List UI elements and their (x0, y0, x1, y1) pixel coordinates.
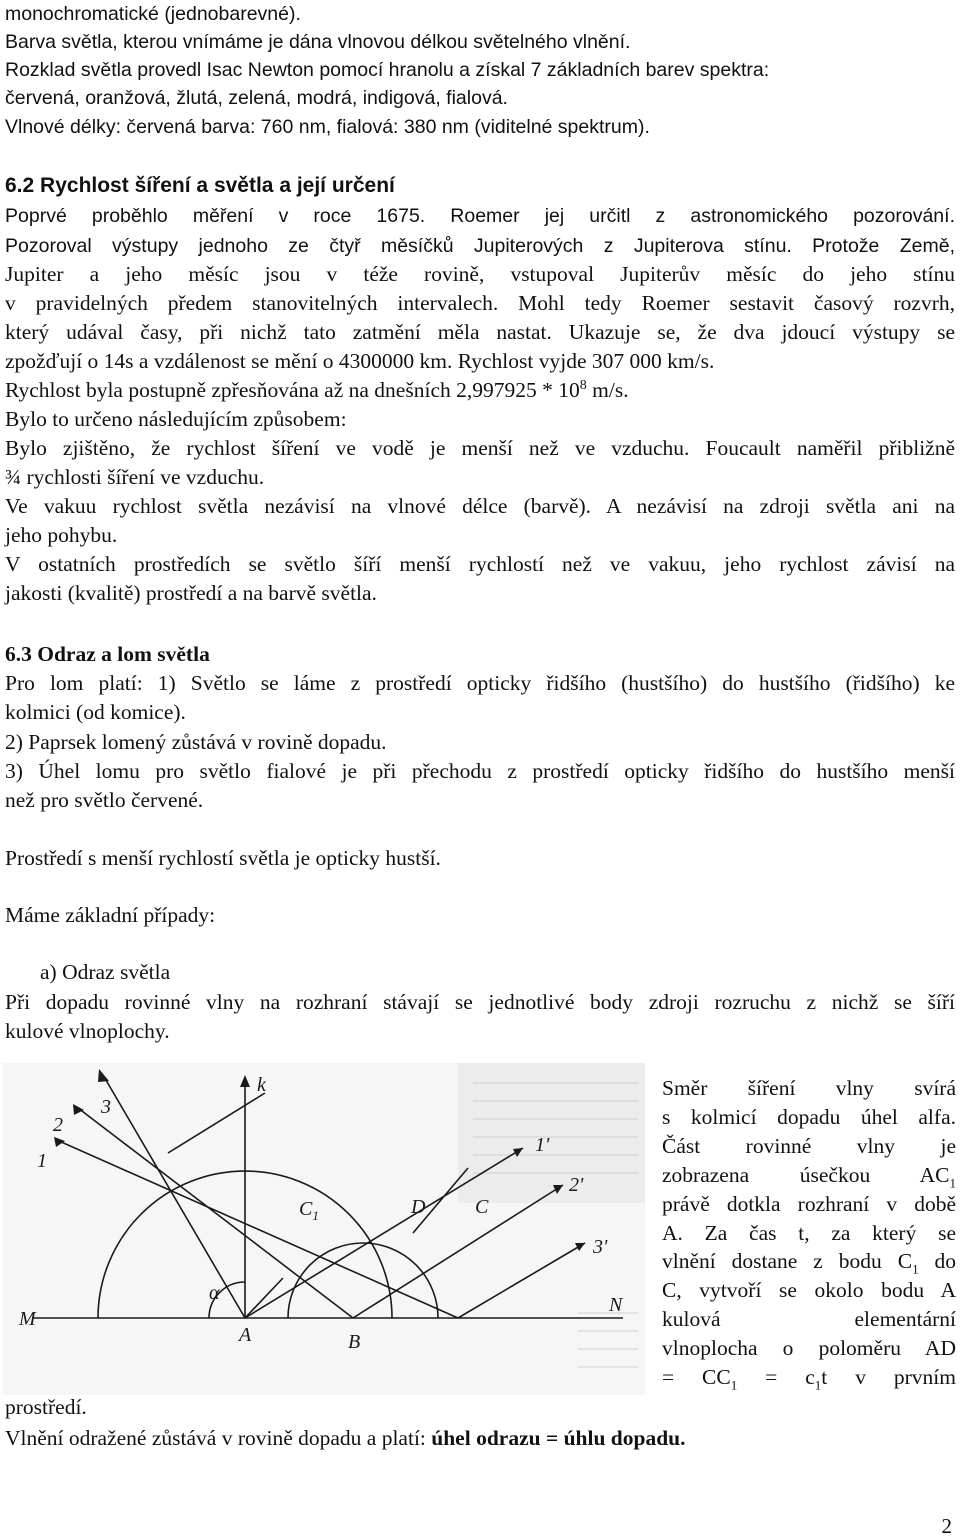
label-2-prime: 2' (569, 1174, 584, 1196)
paragraph-line: než pro světlo červené. (5, 788, 204, 812)
text-line: Rozklad světla provedl Isac Newton pomocí hranolu a získal 7 základních barev spektra: (5, 59, 770, 81)
paragraph-line: Poprvé proběhlo měření v roce 1675. Roemer jej určitl z astronomického pozorování. (5, 205, 955, 227)
side-line: vlnoplocha o poloměru AD (662, 1336, 956, 1361)
label-3: 3 (101, 1096, 111, 1118)
side-line: A. Za čas t, za který se (662, 1220, 956, 1245)
paragraph-line: 3) Úhel lomu pro světlo fialové je při přechodu z prostředí opticky řidšího do hustšího menší (5, 759, 955, 783)
reflection-diagram (3, 1063, 645, 1395)
label-3-prime: 3' (593, 1236, 608, 1258)
page-number: 2 (941, 1514, 952, 1538)
label-c: C (475, 1196, 489, 1218)
paragraph-line: jeho pohybu. (5, 523, 118, 547)
text-line: Barva světla, kterou vnímáme je dána vlnovou délkou světelného vlnění. (5, 31, 631, 53)
section-title: Rychlost šíření a světla a její určení (40, 174, 395, 197)
label-alpha: α (209, 1282, 220, 1304)
paragraph-line: který udával časy, při nichž tato zatmění měla nastat. Ukazuje se, že dva jdoucí výstupy se (5, 320, 955, 344)
text-line: Vlnové délky: červená barva: 760 nm, fialová: 380 nm (viditelné spektrum). (5, 116, 650, 138)
section-heading-6-2 (5, 172, 395, 200)
paragraph-line: Pro lom platí: 1) Světlo se láme z prostředí opticky řidšího (hustšího) do hustšího (řidšího) ke (5, 671, 955, 695)
section-number: 6.2 (5, 174, 35, 197)
paragraph-line: Jupiter a jeho měsíc jsou v téže rovině, vstupoval Jupiterův měsíc do jeho stínu (5, 262, 955, 286)
side-line: kulová elementární (662, 1307, 956, 1332)
paragraph-line: zpožďují o 14s a vzdálenost se mění o 4300000 km. Rychlost vyjde 307 000 km/s. (5, 349, 715, 373)
paragraph-line: Pozoroval výstupy jednoho ze čtyř měsíčků Jupiterových z Jupiterova stínu. Protože Země, (5, 235, 955, 257)
paragraph-line: ¾ rychlosti šíření ve vzduchu. (5, 465, 265, 489)
side-line: = $CC_1 = c_1t$ v prvním (662, 1365, 956, 1393)
paragraph-line: Při dopadu rovinné vlny na rozhraní stávají se jednotlivé body zdroji rozruchu z nichž se šíří (5, 990, 955, 1014)
paragraph-line: Vlnění odražené zůstává v rovině dopadu a platí: úhel odrazu = úhlu dopadu. (5, 1426, 686, 1450)
label-c1: $C_1$ (299, 1198, 319, 1223)
side-line: právě dotkla rozhraní v době (662, 1191, 956, 1216)
paragraph-line: Bylo zjištěno, že rychlost šíření ve vodě je menší než ve vzduchu. Foucault naměřil přibližně (5, 436, 955, 460)
label-m: M (19, 1308, 36, 1330)
side-line: s kolmicí dopadu úhel alfa. (662, 1104, 956, 1129)
side-line: vlnění dostane z bodu $C_1$ do (662, 1249, 956, 1277)
paragraph-line: Bylo to určeno následujícím způsobem: (5, 407, 347, 431)
side-line: Část rovinné vlny je (662, 1133, 956, 1158)
paragraph-line: V ostatních prostředích se světlo šíří menší rychlostí než ve vakuu, jeho rychlost závisí na (5, 552, 955, 576)
list-item: a) Odraz světla (40, 960, 171, 984)
side-paragraph (662, 1074, 956, 1392)
paragraph-line: Ve vakuu rychlost světla nezávisí na vlnové délce (barvě). A nezávisí na zdroji světla ani na (5, 494, 955, 518)
paragraph-line: 2) Paprsek lomený zůstává v rovině dopadu. (5, 730, 387, 754)
side-line: Směr šíření vlny svírá (662, 1076, 956, 1100)
label-2: 2 (53, 1114, 63, 1136)
label-b: B (348, 1331, 361, 1353)
label-1-prime: 1' (535, 1134, 550, 1156)
paragraph-line: kolmici (od komice). (5, 700, 186, 724)
paragraph-line: Prostředí s menší rychlostí světla je opticky hustší. (5, 846, 441, 870)
emphasis-rule: úhel odrazu = úhlu dopadu. (431, 1426, 686, 1450)
side-line: zobrazena úsečkou $AC_1$ (662, 1162, 956, 1191)
label-a: A (239, 1324, 252, 1346)
label-d: D (411, 1196, 426, 1218)
paragraph-line: v pravidelných předem stanovitelných intervalech. Mohl tedy Roemer sestavit časový rozvrh, (5, 291, 955, 315)
paragraph-line: Máme základní případy: (5, 903, 216, 927)
text-line: červená, oranžová, žlutá, zelená, modrá, indigová, fialová. (5, 87, 508, 109)
paragraph-line: prostředí. (5, 1395, 87, 1419)
paragraph-line: kulové vlnoplochy. (5, 1019, 170, 1043)
section-heading-6-3: 6.3 Odraz a lom světla (5, 642, 210, 666)
paragraph-line: jakosti (kvalitě) prostředí a na barvě světla. (5, 581, 377, 605)
label-1: 1 (37, 1150, 47, 1172)
reflection-diagram-svg (3, 1063, 645, 1395)
label-k: k (257, 1074, 266, 1096)
side-line: C, vytvoří se okolo bodu A (662, 1278, 956, 1303)
label-n: N (609, 1294, 623, 1316)
paragraph-line: Rychlost byla postupně zpřesňována až na dnešních $2,997925 * 10^8$ m/s. (5, 377, 629, 402)
text-line: monochromatické (jednobarevné). (5, 3, 301, 25)
